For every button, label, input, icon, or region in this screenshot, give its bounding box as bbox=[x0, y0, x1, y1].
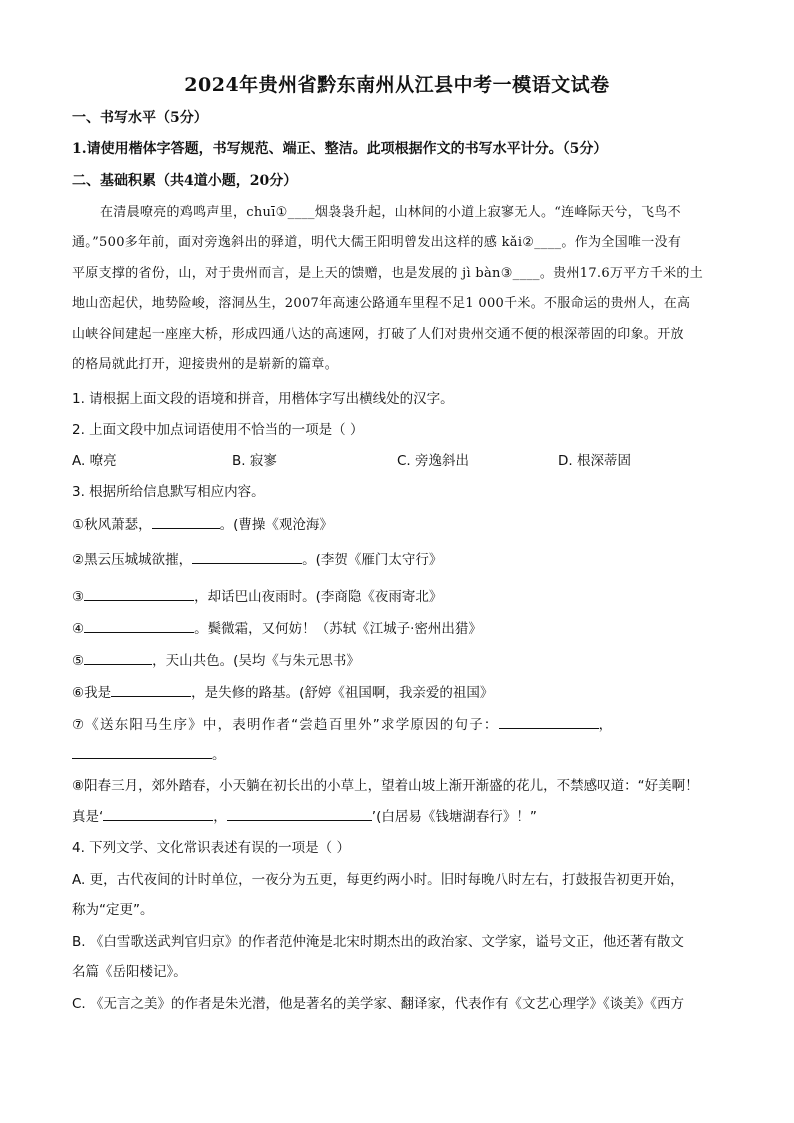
dictation-item-source: ’(白居易《钱塘湖春行》！” bbox=[371, 809, 537, 825]
passage-line-4: 地山峦起伏，地势险峻，溶洞丛生，2007年高速公路通车里程不足1 000千米。不服命运的贵州人，在高 bbox=[72, 296, 691, 311]
option-b[interactable]: B. 寂寥 bbox=[232, 453, 277, 469]
page-title: 2024年贵州省黔东南州从江县中考一模语文试卷 bbox=[184, 74, 610, 96]
question-1: 1. 请根据上面文段的语境和拼音，用楷体字写出横线处的汉字。 bbox=[72, 391, 454, 407]
option-c[interactable]: C. 旁逸斜出 bbox=[397, 453, 470, 469]
question-4-option-b-line-2: 名篇《岳阳楼记》。 bbox=[72, 964, 187, 980]
dictation-item-6 bbox=[72, 682, 722, 703]
dictation-item-text: ④ bbox=[72, 621, 85, 637]
question-4-option-a-line-1[interactable]: A. 更，古代夜间的计时单位，一夜分为五更，每更约两小时。旧时每晚八时左右，打鼓报告初更开始， bbox=[72, 872, 684, 888]
dictation-item-8-line-2 bbox=[72, 806, 722, 827]
passage-line-1: 在清晨嘹亮的鸡鸣声里，chuī①____烟袅袅升起，山林间的小道上寂寥无人。“连峰际天兮，飞鸟不 bbox=[100, 205, 681, 220]
answer-blank[interactable] bbox=[192, 549, 302, 564]
dictation-item-source: ，天山共色。(吴均《与朱元思书》 bbox=[152, 653, 360, 669]
question-2-stem: 2. 上面文段中加点词语使用不恰当的一项是（ ） bbox=[72, 422, 364, 438]
dictation-item-1 bbox=[72, 514, 722, 535]
question-4-option-c-line-1[interactable]: C. 《无言之美》的作者是朱光潜，他是著名的美学家、翻译家，代表作有《文艺心理学》《谈美》《西方 bbox=[72, 996, 685, 1012]
punctuation: ， bbox=[213, 809, 227, 825]
section-1-heading: 一、书写水平（5分） bbox=[72, 110, 208, 126]
answer-blank[interactable] bbox=[84, 586, 194, 601]
answer-blank[interactable] bbox=[84, 618, 194, 633]
dictation-item-text: 真是‘ bbox=[72, 809, 104, 825]
dictation-item-text: ⑦《送东阳马生序》中，表明作者“尝趋百里外”求学原因的句子： bbox=[72, 717, 499, 733]
answer-blank[interactable] bbox=[103, 806, 213, 821]
passage-line-6: 的格局就此打开，迎接贵州的是崭新的篇章。 bbox=[72, 357, 339, 372]
passage-line-3: 平原支撑的省份，山，对于贵州而言，是上天的馈赠，也是发展的 jì bàn③____。贵州17.6万平方千米的土 bbox=[72, 266, 703, 281]
punctuation: 。 bbox=[212, 747, 226, 763]
question-4-option-a-line-2: 称为“定更”。 bbox=[72, 902, 154, 918]
answer-blank[interactable] bbox=[499, 714, 599, 729]
dictation-item-5 bbox=[72, 650, 722, 671]
dictation-item-text: ⑥我是 bbox=[72, 685, 112, 701]
dictation-item-4 bbox=[72, 618, 722, 639]
answer-blank[interactable] bbox=[84, 650, 152, 665]
option-d[interactable]: D. 根深蒂固 bbox=[558, 453, 631, 469]
option-a[interactable]: A. 嘹亮 bbox=[72, 453, 117, 469]
dictation-item-source: 。鬓微霜，又何妨！（苏轼《江城子·密州出猎》 bbox=[194, 621, 482, 637]
section-1-text: 1.请使用楷体字答题，书写规范、端正、整洁。此项根据作文的书写水平计分。（5分） bbox=[72, 141, 608, 157]
question-4-stem: 4. 下列文学、文化常识表述有误的一项是（ ） bbox=[72, 840, 350, 856]
punctuation: ， bbox=[598, 717, 614, 733]
passage-line-5: 山峡谷间建起一座座大桥，形成四通八达的高速网，打破了人们对贵州交通不便的根深蒂固的印象。开放 bbox=[72, 327, 684, 342]
passage-line-2: 通。”500多年前，面对旁逸斜出的驿道，明代大儒王阳明曾发出这样的感 kǎi②____。作为全国唯一没有 bbox=[72, 235, 682, 250]
dictation-item-text: ③ bbox=[72, 589, 85, 605]
question-3-stem: 3. 根据所给信息默写相应内容。 bbox=[72, 484, 265, 500]
answer-blank[interactable] bbox=[152, 514, 220, 529]
dictation-item-source: 。(李贺《雁门太守行》 bbox=[302, 552, 443, 568]
question-4-option-b-line-1[interactable]: B. 《白雪歌送武判官归京》的作者范仲淹是北宋时期杰出的政治家、文学家，谥号文正，他还著有散文 bbox=[72, 934, 684, 950]
answer-blank[interactable] bbox=[111, 682, 191, 697]
dictation-item-8-line-1: ⑧阳春三月，郊外踏春，小天躺在初长出的小草上，望着山坡上渐开渐盛的花儿，不禁感叹道：“好美啊！ bbox=[72, 778, 699, 794]
dictation-item-text: ⑤ bbox=[72, 653, 85, 669]
dictation-item-2 bbox=[72, 549, 722, 570]
dictation-item-7-line-2 bbox=[72, 744, 722, 765]
dictation-item-text: ①秋风萧瑟， bbox=[72, 517, 152, 533]
dictation-item-3 bbox=[72, 586, 722, 607]
dictation-item-source: 。(曹操《观沧海》 bbox=[219, 517, 333, 533]
dictation-item-source: ，却话巴山夜雨时。(李商隐《夜雨寄北》 bbox=[194, 589, 443, 605]
dictation-item-text: ②黑云压城城欲摧， bbox=[72, 552, 193, 568]
dictation-item-7-line-1 bbox=[72, 714, 722, 735]
answer-blank[interactable] bbox=[227, 806, 372, 821]
dictation-item-source: ，是失修的路基。(舒婷《祖国啊，我亲爱的祖国》 bbox=[191, 685, 494, 701]
answer-blank[interactable] bbox=[72, 744, 212, 759]
section-2-heading: 二、基础积累（共4道小题，20分） bbox=[72, 173, 298, 189]
